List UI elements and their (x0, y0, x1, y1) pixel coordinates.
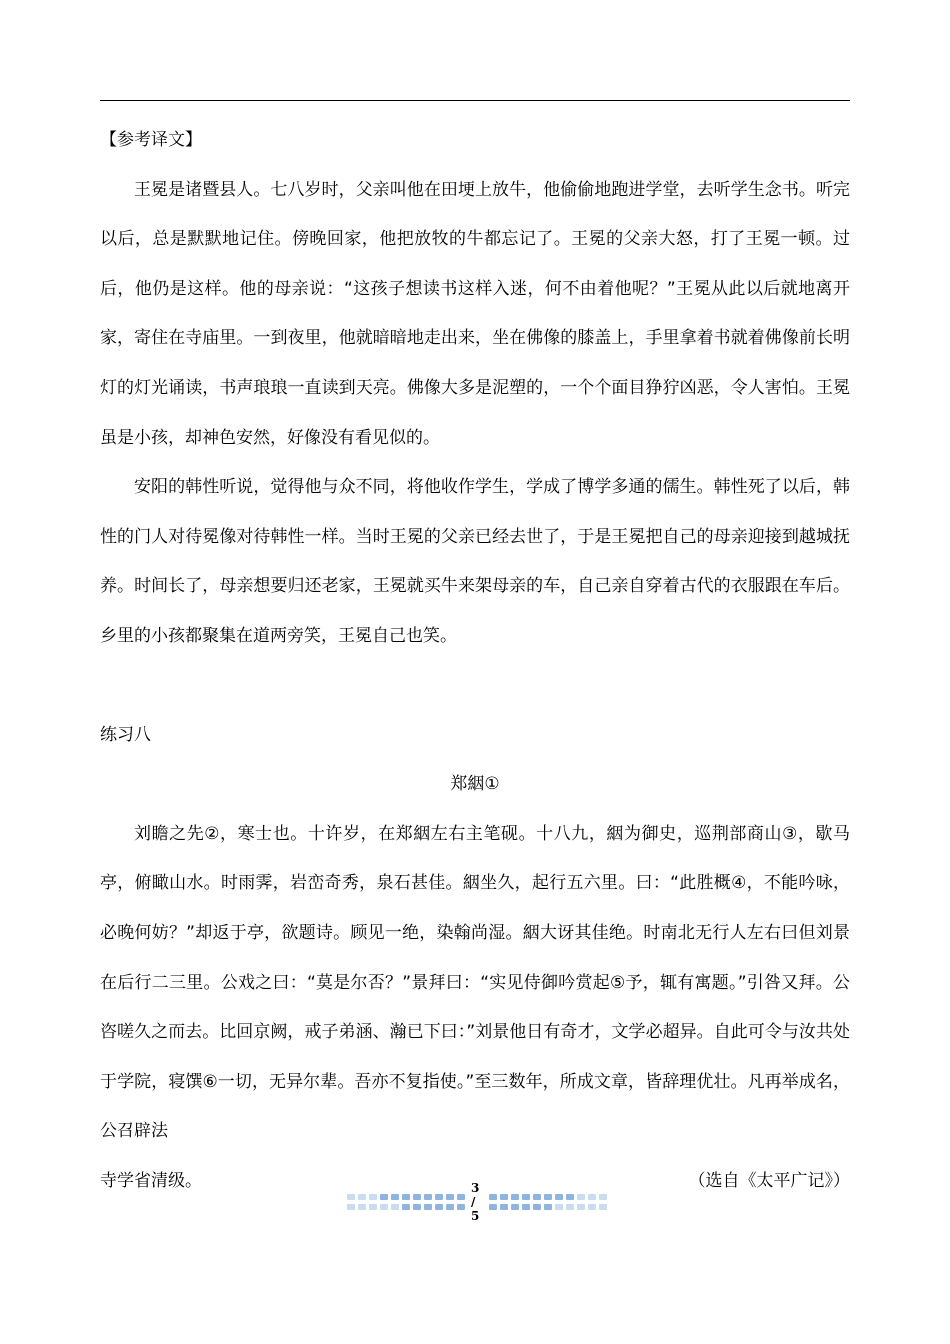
footer-decoration-right (489, 1194, 607, 1210)
footer-decoration-left (347, 1194, 465, 1210)
translation-paragraph-1: 王冕是诸暨县人。七八岁时，父亲叫他在田埂上放牛，他偷偷地跑进学堂，去听学生念书。听完以后，总是默默地记住。傍晚回家，他把放牧的牛都忘记了。王冕的父亲大怒，打了王冕一顿。过后，他仍是这样。他的母亲说：“这孩子想读书这样入迷，何不由着他呢？”王冕从此以后就地离开家，寄住在寺庙里。一到夜里，他就暗暗地走出来，坐在佛像的膝盖上，手里拿着书就着佛像前长明灯的灯光诵读，书声琅琅一直读到天亮。佛像大多是泥塑的，一个个面目狰狞凶恶，令人害怕。王冕虽是小孩，却神色安然，好像没有看见似的。 (100, 179, 850, 448)
header-rule (100, 100, 850, 101)
page-indicator: 3 / 5 (471, 1181, 480, 1223)
passage-source: （选自《太平广记》） (688, 1170, 850, 1191)
passage-last-line: 寺学省清级。 (100, 1170, 202, 1191)
translation-paragraph-2: 安阳的韩性听说，觉得他与众不同，将他收作学生，学成了博学多通的儒生。韩性死了以后，韩性的门人对待冕像对待韩性一样。当时王冕的父亲已经去世了，于是王冕把自己的母亲迎接到越城抚养。时间长了，母亲想要归还老家，王冕就买牛来架母亲的车，自己亲自穿着古代的衣服跟在车后。乡里的小孩都聚集在道两旁笑，王冕自己也笑。 (100, 477, 850, 646)
page-footer (347, 1181, 607, 1223)
passage-body: 刘瞻之先②，寒士也。十许岁，在郑絪左右主笔砚。十八九，絪为御史，巡荆部商山③，歇马亭，俯瞰山水。时雨霁，岩峦奇秀，泉石甚佳。絪坐久，起行五六里。曰：“此胜概④，不能吟咏，必晚何妨？”却返于亭，欲题诗。顾见一绝，染翰尚湿。絪大讶其佳绝。时南北无行人左右曰但刘景在后行二三里。公戏之曰：“莫是尔否？”景拜曰：“实见侍御吟赏起⑤予，辄有寓题。”引咎又拜。公咨嗟久之而去。比回京阙，戒子弟涵、瀚已下曰：”刘景他日有奇才，文学必超异。自此可令与汝共处于学院，寝馔⑥一切，无异尔辈。吾亦不复指使。”至三数年，所成文章，皆辞理优壮。凡再举成名，公召辟法 (100, 823, 850, 1142)
passage-title: 郑絪① (450, 774, 500, 795)
exercise-label: 练习八 (100, 724, 151, 745)
reference-translation-heading: 【参考译文】 (100, 130, 202, 150)
document-body (100, 116, 850, 1206)
